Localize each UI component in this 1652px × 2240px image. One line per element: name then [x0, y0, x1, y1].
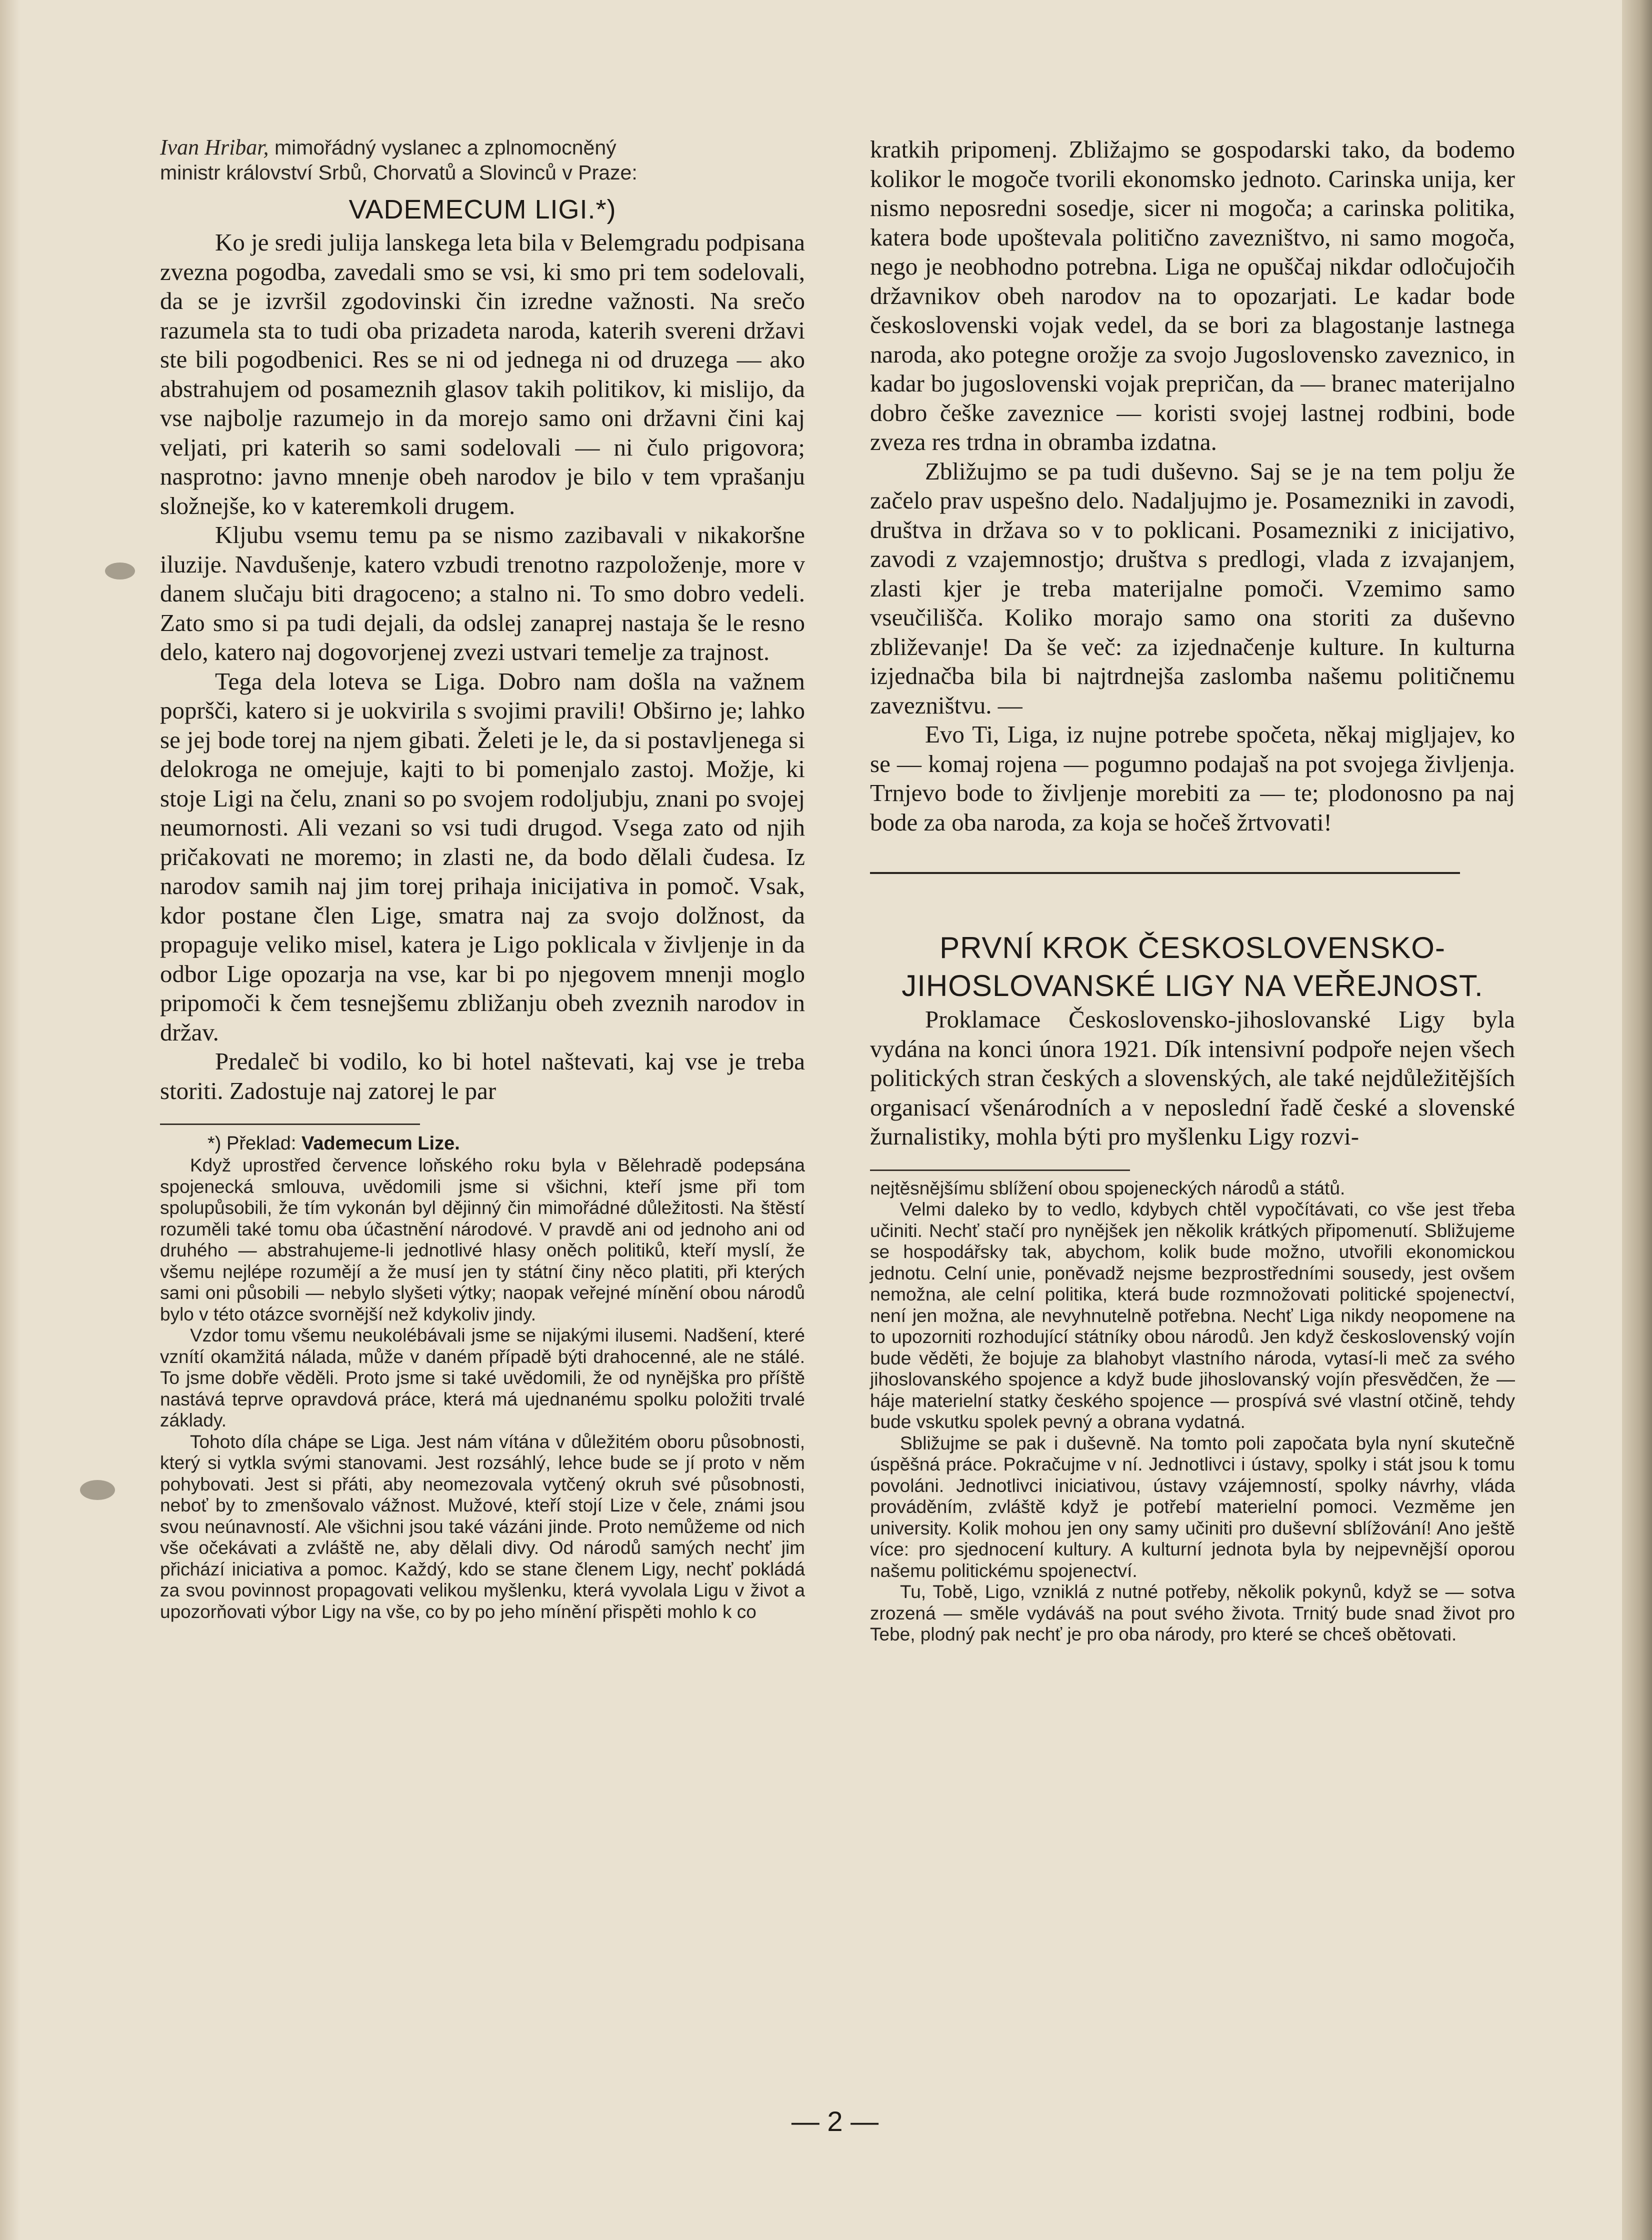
byline: [160, 135, 805, 185]
byline-role-line2: ministr království Srbů, Chorvatů a Slovinců v Praze:: [160, 161, 638, 184]
body-paragraph: Zbližujmo se pa tudi duševno. Saj se je na tem polju že začelo prav uspešno delo. Nadaljujmo je. Posamezniki in zavodi, društva in država so v to poklicani. Posamezniki z inicijativo, zavodi z vzajemnostjo; društva s predlogi, vlada z izvajanjem, zlasti kjer je treba materijalne pomoči. Vzemimo samo vseučilišča. Koliko morajo samo ona storiti za duševno zbliževanje! Da še več: za izjednačenje kulture. In kulturna izjednačba bila bi najtrdnejša zaslomba našemu političnemu zavezništvu. —: [870, 457, 1515, 719]
byline-role: mimořádný vyslanec a zplnomocněný: [274, 136, 616, 159]
footnote-heading: [208, 1132, 805, 1155]
body-paragraph: Ko je sredi julija lanskega leta bila v Belemgradu podpisana zvezna pogodba, zavedali smo se vsi, ki smo pri tem sodelovali, da se je izvršil zgodovinski čin izredne važnosti. Na srečo razumela sta to tudi oba prizadeta naroda, katerih svereni državi ste bili pogodbenici. Res se ni od jednega ni od druzega — ako abstrahujem od posameznih glasov takih politikov, ki mislijo, da vse najbolje razumejo in da morejo samo oni državni čini kaj veljati, pri katerih so sami sodelovali — ni čulo prigovora; nasprotno: javno mnenje obeh narodov je bilo v tem vprašanju složnejše, ko v kateremkoli drugem.: [160, 228, 805, 520]
article-paragraph: Proklamace Československo-jihoslovanské Ligy byla vydána na konci února 1921. Dík intensivní podpoře nejen všech politických stran českých a slovenských, ale také nejdůležitějších organisací všenárodních a v neposlední řadě české a slovenské žurnalistiky, mohla býti pro myšlenku Ligy rozvi-: [870, 1006, 1515, 1150]
article-title: VADEMECUM LIGI.*): [348, 194, 616, 224]
page-number: — 2 —: [791, 2106, 879, 2137]
footnote-paragraph: Sbližujme se pak i duševně. Na tomto poli započata byla nyní skutečně úspěšná práce. Pokračujme v ní. Jednotlivci i ústavy, spolky i stát jsou k tomu povoláni. Jednotlivci iniciativou, ústavy vzájemností, spolky návrhy, vláda prováděním, zvláště když je potřebí materielní pomoci. Vezměme jen university. Kolik mohou jen ony samy učiniti pro duševní sblížování! Ano ještě více: pro sjednocení kultury. A kulturní jednota byla by nejpevnější oporou našemu politickému spojenectví.: [870, 1432, 1515, 1581]
footnote-rule: [870, 1170, 1130, 1171]
headline-line2: JIHOSLOVANSKÉ LIGY NA VEŘEJNOST.: [902, 969, 1484, 1002]
ink-stain: [80, 1480, 115, 1500]
footnote-title: Vademecum Lize.: [301, 1133, 460, 1154]
page-left-shadow: [0, 0, 20, 2240]
headline-line1: PRVNÍ KROK ČESKOSLOVENSKO-: [940, 931, 1446, 964]
footnote-label: *) Překlad:: [208, 1133, 296, 1154]
footnote-paragraph: nejtěsnějšímu sblížení obou spojeneckých národů a států.: [870, 1178, 1346, 1198]
ink-stain: [105, 562, 135, 580]
footnote-paragraph: Velmi daleko by to vedlo, kdybych chtěl vypočítávati, co vše jest třeba učiniti. Nechť stačí pro nynějšek jen několik krátkých připomenutí. Sbližujeme se hospodářsky tak, abychom, kolik bude možno, utvořili ekonomickou jednotu. Celní unie, poněvadž nejsme bezprostředními sousedy, jest ovšem nemožna, ale celní politika, která bude rozmnožovati politické spojenectví, není jen možna, ale nevyhnutelně potřebna. Nechť Liga nikdy neopomene na to upozorniti rozhodující státníky obou národů. Jen když československý vojín bude věděti, že bojuje za blahobyt vlastního národa, vytasí-li meč za svého jihoslovanského spojence a když bude jihoslovanský vojín přesvědčen, že — háje materielní statky českého spojence — prospívá své vlastní otčině, tehdy bude vskutku spolek pevný a obrana vydatná.: [870, 1199, 1515, 1432]
right-column: [870, 135, 1515, 1646]
body-paragraph: kratkih pripomenj. Zbližajmo se gospodarski tako, da bodemo kolikor le mogoče tvorili ekonomsko jednoto. Carinska unija, ker nismo neposredni sosedje, sicer ni mogoča; a carinska politika, katera bode upoštevala politično zavezništvo, ni samo mogoča, nego je neobhodno potrebna. Liga ne opuščaj nikdar odločujočih državnikov obeh narodov na to opozarjati. Le kadar bode československi vojak vedel, da se bori za blagostanje lastnega naroda, ako potegne orožje za svojo Jugoslovensko zaveznico, in kadar bo jugoslovenski vojak prepričan, da — branec materijalno dobro češke zaveznice — koristi svojej lastnej rodbini, bode zveza res trdna in obramba izdatna.: [870, 136, 1515, 456]
footnote-rule: [160, 1124, 420, 1125]
page-right-edge: [1622, 0, 1652, 2240]
footnote-paragraph: Když uprostřed července loňského roku byla v Bělehradě podepsána spojenecká smlouva, uvědomili jsme si všichni, kteří jsme při tom spolupůsobili, že tím vykonán byl dějinný čin mimořádné důležitosti. Na štěstí rozuměli také tomu oba účastnění národové. V pravdě ani od jednoho ani od druhého — abstrahujeme-li jednotlivé hlasy oněch politiků, kteří myslí, že všemu nejlépe rozumějí a že musí jen ty státní činy něco platiti, při kterých sami oni působili — nebylo slyšeti výtky; naopak veřejné mínění obou národů bylo v této otázce svornější než kdykoliv jindy.: [160, 1155, 805, 1324]
section-gap: [870, 874, 1515, 929]
byline-author: Ivan Hribar,: [160, 135, 269, 160]
footnote-paragraph: Vzdor tomu všemu neukolébávali jsme se nijakými ilusemi. Nadšení, které vznítí okamžitá nálada, může v daném případě býti drahocenné, ale ne stálé. To jsme dobře věděli. Proto jsme si také uvědomili, že od nynějška pro příště nastává teprve opravdová práce, která má ujednanému spolku položiti trvalé základy.: [160, 1325, 805, 1430]
body-paragraph: Predaleč bi vodilo, ko bi hotel naštevati, kaj vse je treba storiti. Zadostuje naj zatorej le par: [160, 1048, 805, 1104]
body-paragraph: Tega dela loteva se Liga. Dobro nam došla na važnem popršči, katero si je uokvirila s svojimi pravili! Obširno je; lahko se jej bode torej na njem gibati. Želeti je le, da si postavljenega si delokroga ne omejuje, kajti to bi pomenjalo zastoj. Možje, ki stoje Ligi na čelu, znani so po svojem rodoljubju, znani po svojej neumornosti. Ali vezani so vsi tudi drugod. Vsega zato od njih pričakovati ne moremo; in zlasti ne, da bodo dělali čudesa. Iz narodov samih naj jim torej prihaja inicijativa in pomoč. Vsak, kdor postane člen Lige, smatra naj za svojo dolžnost, da propaguje veliko misel, katera je Ligo poklicala v življenje in da odbor Lige opozarja na vse, kar bi po njegovem mnenji moglo pripomoči k čem tesnejšemu zbližanju obeh zveznih narodov in držav.: [160, 667, 805, 1046]
body-paragraph: Kljubu vsemu temu pa se nismo zazibavali v nikakoršne iluzije. Navdušenje, katero vzbudi trenotno razpoloženje, more v danem slučaju biti dragoceno; a stalno ni. To smo dobro vedeli. Zato smo si pa tudi dejali, da odslej zanaprej nastaja še le resno delo, katero naj dogovorjenej zvezi ustvari temelje za trajnost.: [160, 521, 805, 666]
left-column: [160, 135, 805, 1622]
body-paragraph: Evo Ti, Liga, iz nujne potrebe spočeta, někaj migljajev, ko se — komaj rojena — pogumno podajaš na pot svojega življenja. Trnjevo bode to življenje morebiti za — te; plodonosno pa naj bode za oba naroda, za koja se hočeš žrtvovati!: [870, 720, 1515, 836]
section-headline: [870, 929, 1515, 1005]
footnote-paragraph: Tu, Tobě, Ligo, vzniklá z nutné potřeby, několik pokynů, když se — sotva zrozená — směle vydáváš na pout svého života. Trnitý bude snad život pro Tebe, plodný pak nechť je pro oba národy, pro které se chceš obětovati.: [870, 1582, 1515, 1644]
footnote-paragraph: Tohoto díla chápe se Liga. Jest nám vítána v důležitém oboru působnosti, který si vytkla svými stanovami. Jest rozsáhlý, lehce bude se jí proto v něm pohybovati. Jest si přáti, aby neomezovala vytčený okruh své působnosti, neboť by to zmenšovalo vážnost. Mužové, kteří stojí Lize v čele, známi jsou svou neúnavností. Ale všichni jsou také vázáni jinde. Proto nemůžeme od nich vše očekávati a zvláště ne, aby dělali divy. Od národů samých nechť jim přichází iniciativa a pomoc. Každý, kdo se stane členem Ligy, nechť pokládá za svou povinnost propagovati velikou myšlenku, která vyvolala Ligu v život a upozorňovati výbor Ligy na vše, co by po jeho mínění přispěti mohlo k co: [160, 1431, 805, 1622]
